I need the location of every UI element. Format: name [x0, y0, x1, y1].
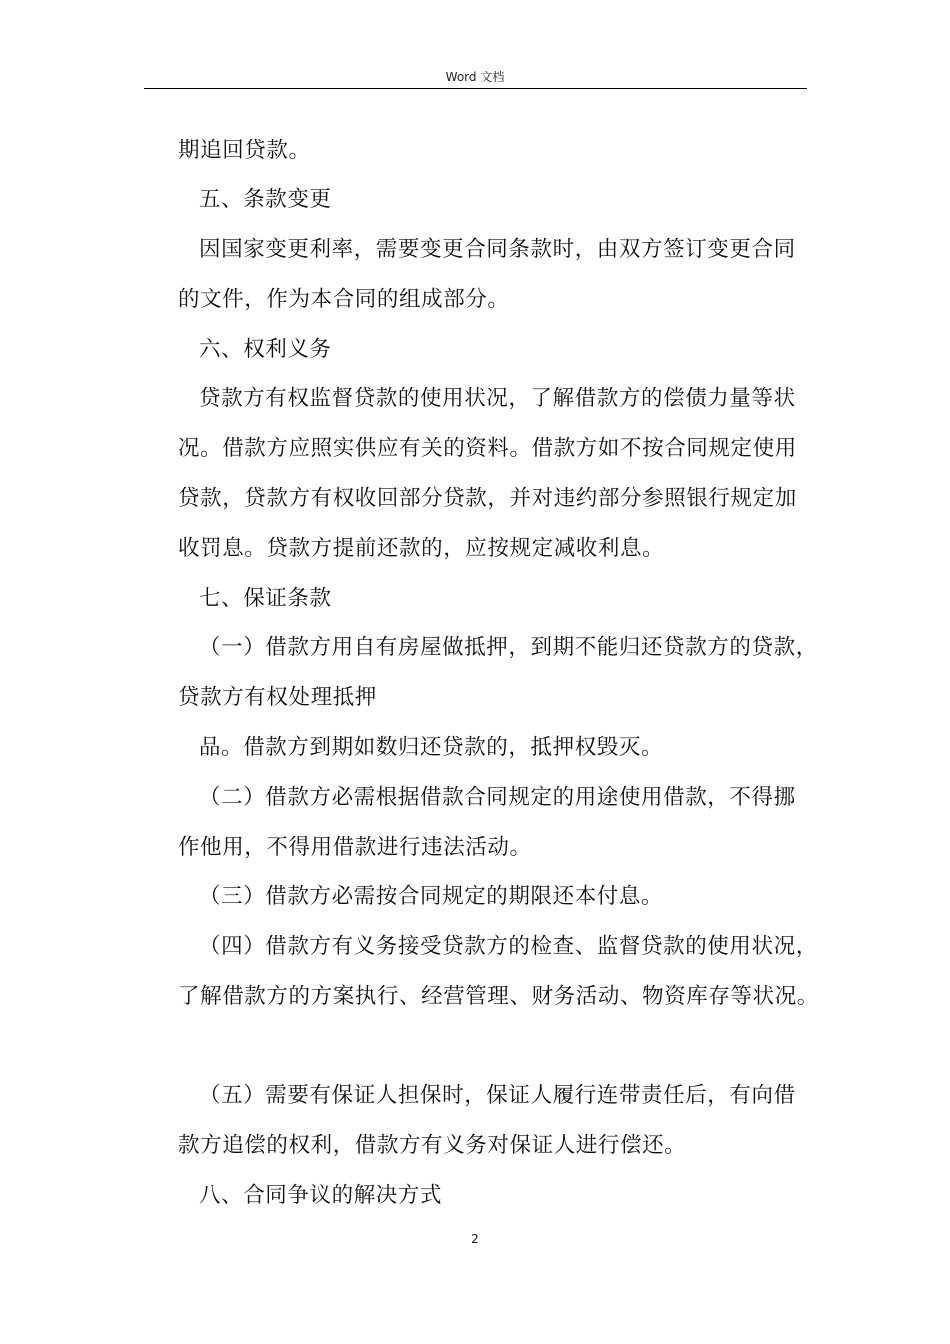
page-header: Word 文档	[445, 70, 505, 84]
paragraph-line: 的文件，作为本合同的组成部分。	[178, 287, 510, 312]
paragraph-line: 了解借款方的方案执行、经营管理、财务活动、物资库存等状况。	[178, 984, 819, 1009]
paragraph-line: （三）借款方必需按合同规定的期限还本付息。	[199, 884, 664, 909]
paragraph-line: 况。借款方应照实供应有关的资料。借款方如不按合同规定使用	[178, 436, 797, 461]
header-divider	[144, 88, 807, 89]
paragraph-line: （五）需要有保证人担保时，保证人履行连带责任后，有向借	[199, 1083, 796, 1108]
section-heading: 八、合同争议的解决方式	[199, 1183, 443, 1208]
paragraph-line: 贷款方有权处理抵押	[178, 685, 377, 710]
paragraph-line: （二）借款方必需根据借款合同规定的用途使用借款，不得挪	[199, 785, 796, 810]
section-heading: 七、保证条款	[199, 586, 332, 611]
paragraph-line: （一）借款方用自有房屋做抵押，到期不能归还贷款方的贷款，	[199, 635, 818, 660]
paragraph-line: 品。借款方到期如数归还贷款的，抵押权毁灭。	[199, 735, 664, 760]
paragraph-line: 款方追偿的权利，借款方有义务对保证人进行偿还。	[178, 1133, 687, 1158]
paragraph-line: 贷款，贷款方有权收回部分贷款，并对违约部分参照银行规定加	[178, 486, 797, 511]
section-heading: 六、权利义务	[199, 337, 332, 362]
paragraph-line: 收罚息。贷款方提前还款的，应按规定减收利息。	[178, 536, 665, 561]
paragraph-line: 期追回贷款。	[178, 138, 311, 163]
section-heading: 五、条款变更	[199, 187, 332, 212]
paragraph-line: 因国家变更利率，需要变更合同条款时，由双方签订变更合同	[199, 237, 796, 262]
paragraph-line: 作他用，不得用借款进行违法活动。	[178, 835, 532, 860]
page-number: 2	[471, 1232, 479, 1246]
paragraph-line: 贷款方有权监督贷款的使用状况，了解借款方的偿债力量等状	[199, 386, 796, 411]
paragraph-line: （四）借款方有义务接受贷款方的检查、监督贷款的使用状况，	[199, 934, 818, 959]
